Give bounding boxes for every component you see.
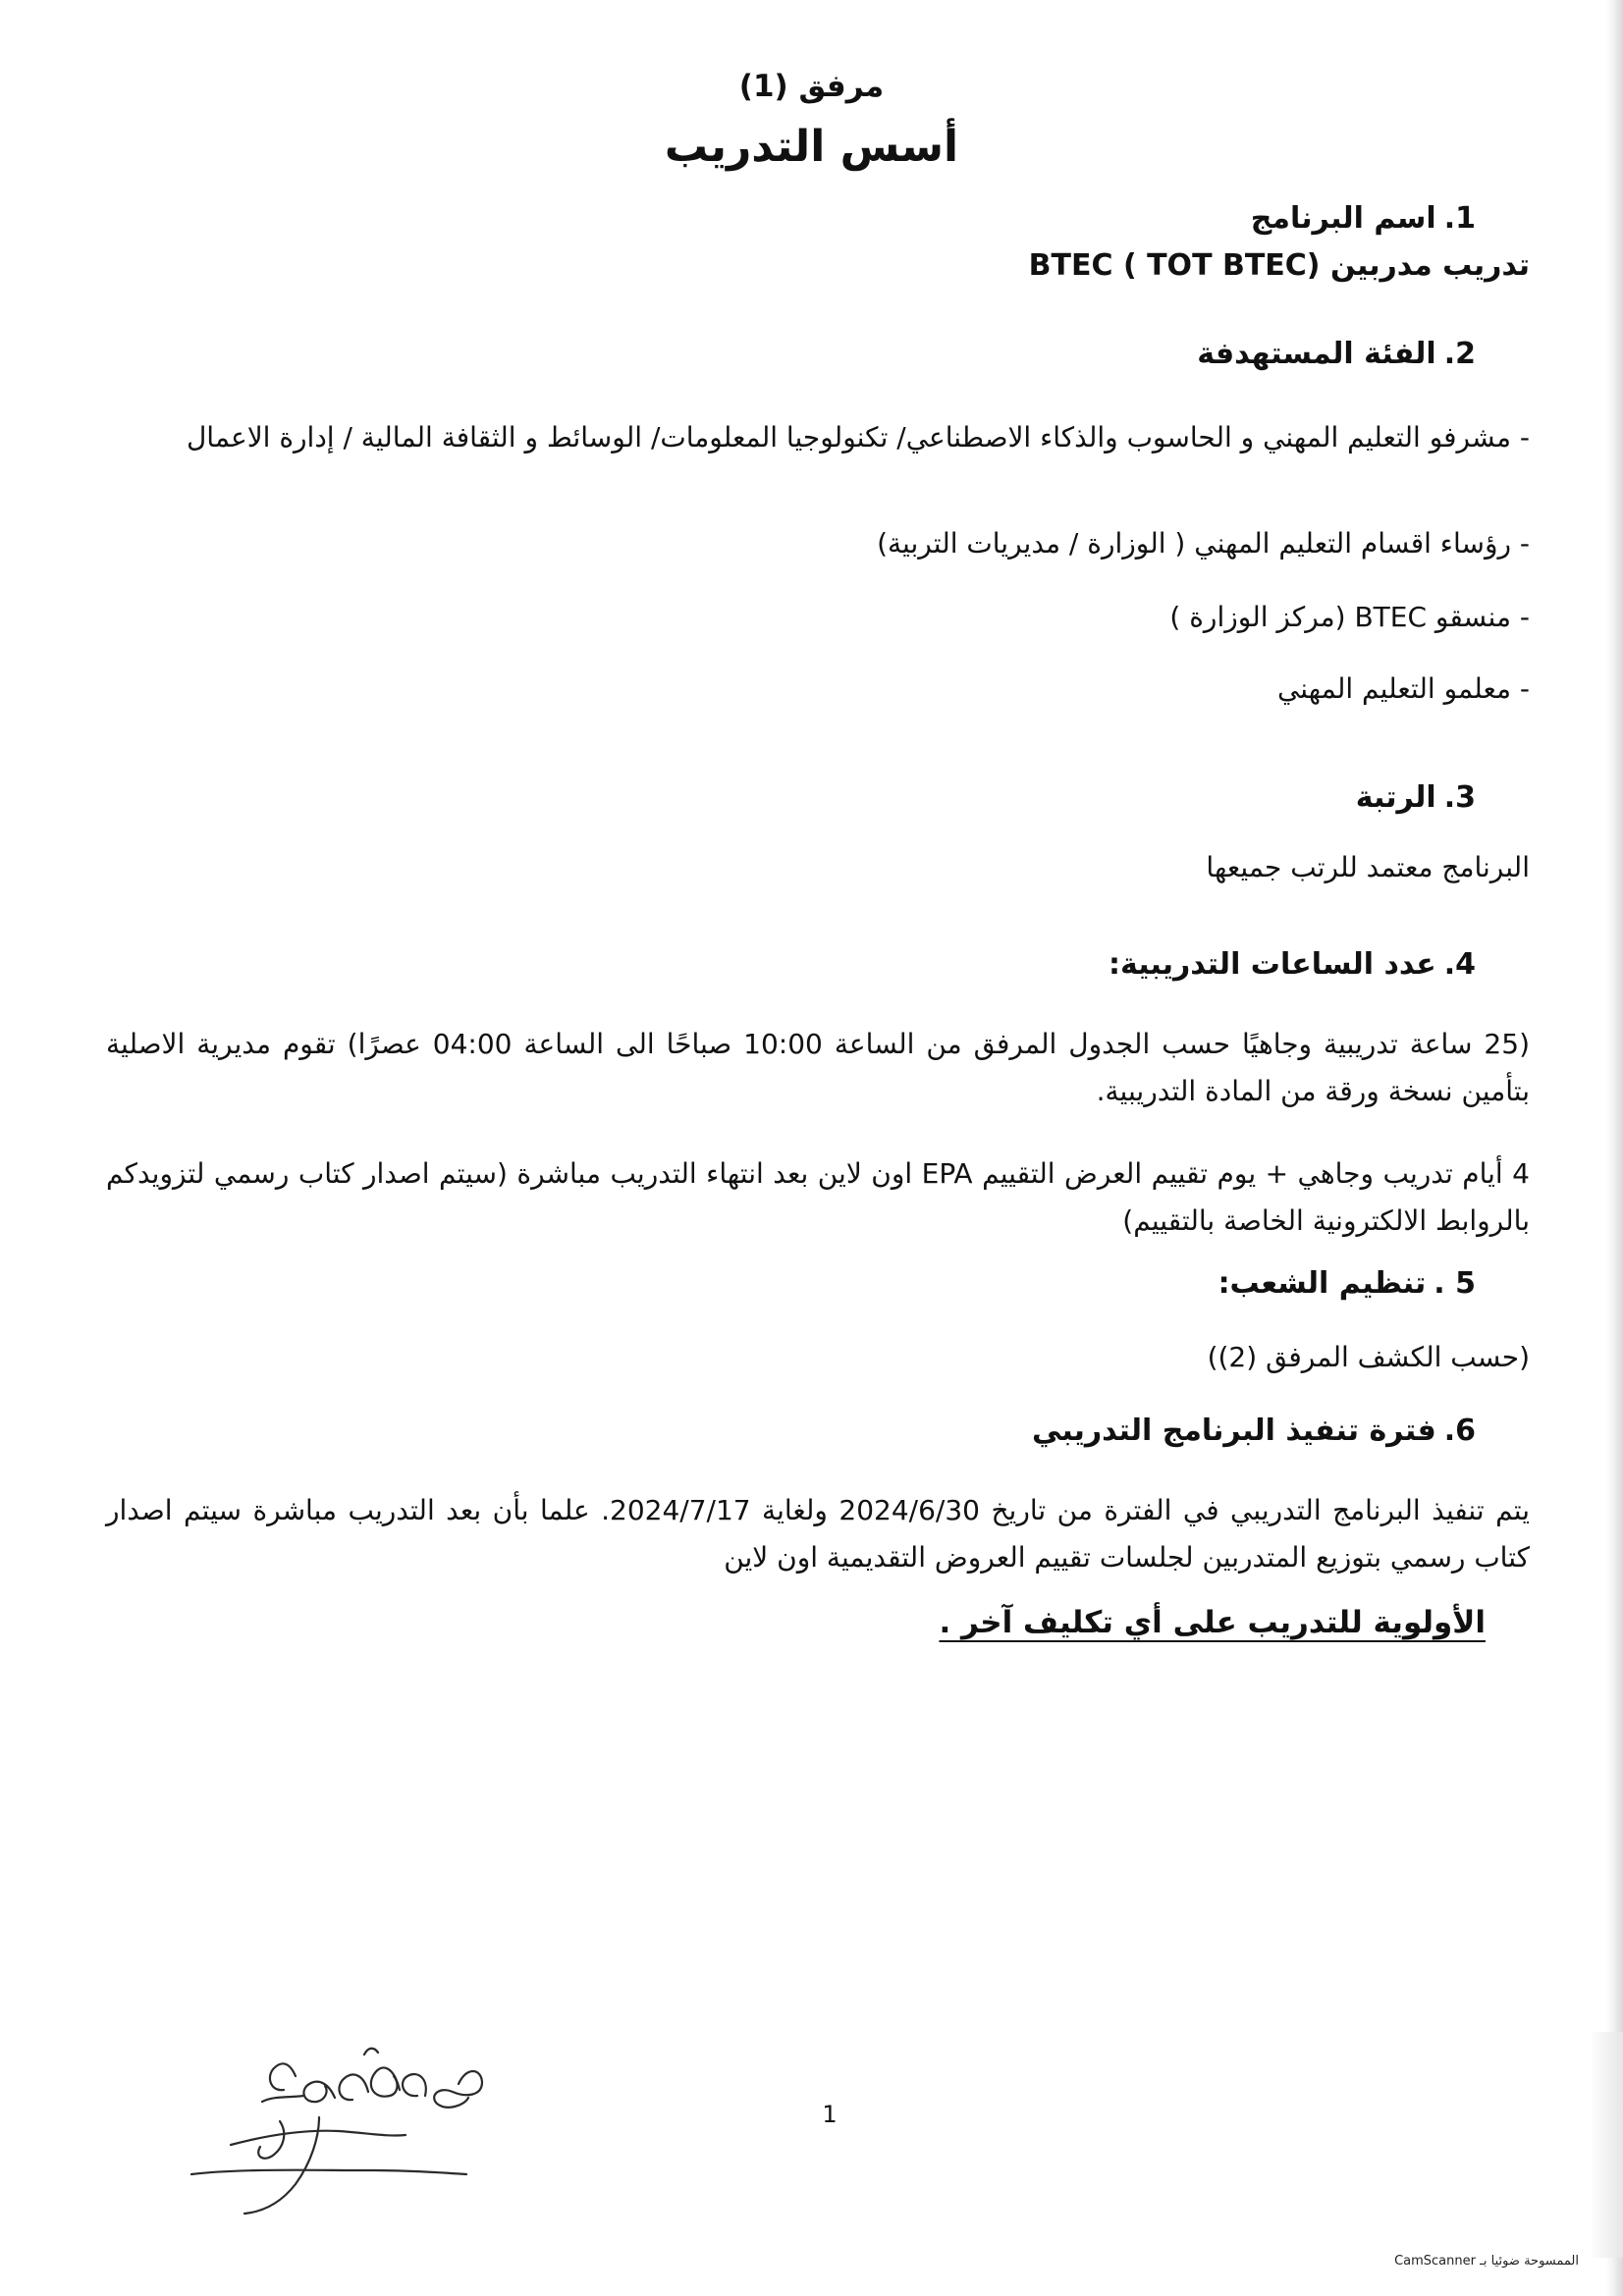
hours-paragraph: (25 ساعة تدريبية وجاهيًا حسب الجدول المرفق من الساعة 10:00 صباحًا الى الساعة 04:00 عصرًا) تقوم مديرية الاصلية بتأمين نسخة ورقة من المادة التدريبية. bbox=[106, 1028, 1530, 1107]
section-title: الفئة المستهدفة bbox=[1197, 337, 1436, 371]
scan-shadow-corner bbox=[1590, 2032, 1623, 2258]
annex-label: مرفق (1) bbox=[738, 69, 885, 104]
rank-text: البرنامج معتمد للرتب جميعها bbox=[1206, 851, 1530, 883]
priority-note: الأولوية للتدريب على أي تكليف آخر . bbox=[939, 1605, 1486, 1640]
audience-item: - منسقو BTEC (مركز الوزارة ) bbox=[1169, 601, 1530, 633]
section-number: 5 . bbox=[1434, 1266, 1476, 1301]
audience-item: - معلمو التعليم المهني bbox=[1276, 672, 1530, 705]
section-number: 2. bbox=[1443, 337, 1476, 371]
scan-shadow-edge bbox=[1605, 0, 1623, 2296]
section-3-heading bbox=[1356, 780, 1476, 815]
audience-item: - رؤساء اقسام التعليم المهني ( الوزارة / مديريات التربية) bbox=[877, 527, 1530, 560]
section-5-heading bbox=[1218, 1266, 1476, 1301]
section-title: فترة تنفيذ البرنامج التدريبي bbox=[1032, 1414, 1436, 1448]
section-2-heading bbox=[1197, 337, 1476, 371]
section-6-heading bbox=[1032, 1414, 1476, 1448]
audience-item: - مشرفو التعليم المهني و الحاسوب والذكاء الاصطناعي/ تكنولوجيا المعلومات/ الوسائط و الثقافة المالية / إدارة الاعمال bbox=[186, 421, 1530, 454]
period-text: يتم تنفيذ البرنامج التدريبي في الفترة من تاريخ 2024/6/30 ولغاية 2024/7/17. علما بأن بعد التدريب مباشرة سيتم اصدار كتاب رسمي بتوزيع المتدربين لجلسات تقييم العروض التقديمية اون لاين bbox=[106, 1494, 1531, 1574]
hours-paragraph: 4 أيام تدريب وجاهي + يوم تقييم العرض التقييم EPA اون لاين بعد انتهاء التدريب مباشرة (سيتم اصدار كتاب رسمي لتزويدكم بالروابط الالكترونية الخاصة بالتقييم) bbox=[106, 1157, 1530, 1237]
section-title: عدد الساعات التدريبية: bbox=[1109, 947, 1436, 982]
page-number: 1 bbox=[822, 2101, 838, 2128]
section-number: 1. bbox=[1443, 201, 1476, 236]
section-number: 4. bbox=[1443, 947, 1476, 982]
section-number: 6. bbox=[1443, 1414, 1476, 1448]
section-title: الرتبة bbox=[1355, 780, 1436, 815]
section-number: 3. bbox=[1443, 780, 1476, 815]
section-title: تنظيم الشعب: bbox=[1217, 1266, 1427, 1301]
groups-text: (حسب الكشف المرفق (2)) bbox=[1207, 1341, 1530, 1373]
section-4-heading bbox=[1109, 947, 1476, 982]
scanner-watermark: الممسوحة ضوئيا بـ CamScanner bbox=[1394, 2254, 1579, 2269]
page-title: أسس التدريب bbox=[664, 122, 959, 172]
program-name: تدريب مدربين BTEC ( TOT BTEC) bbox=[1028, 248, 1530, 283]
section-title: اسم البرنامج bbox=[1250, 201, 1436, 236]
section-1-heading bbox=[1251, 201, 1476, 236]
signature-text: علي شهوان bbox=[167, 2027, 172, 2028]
